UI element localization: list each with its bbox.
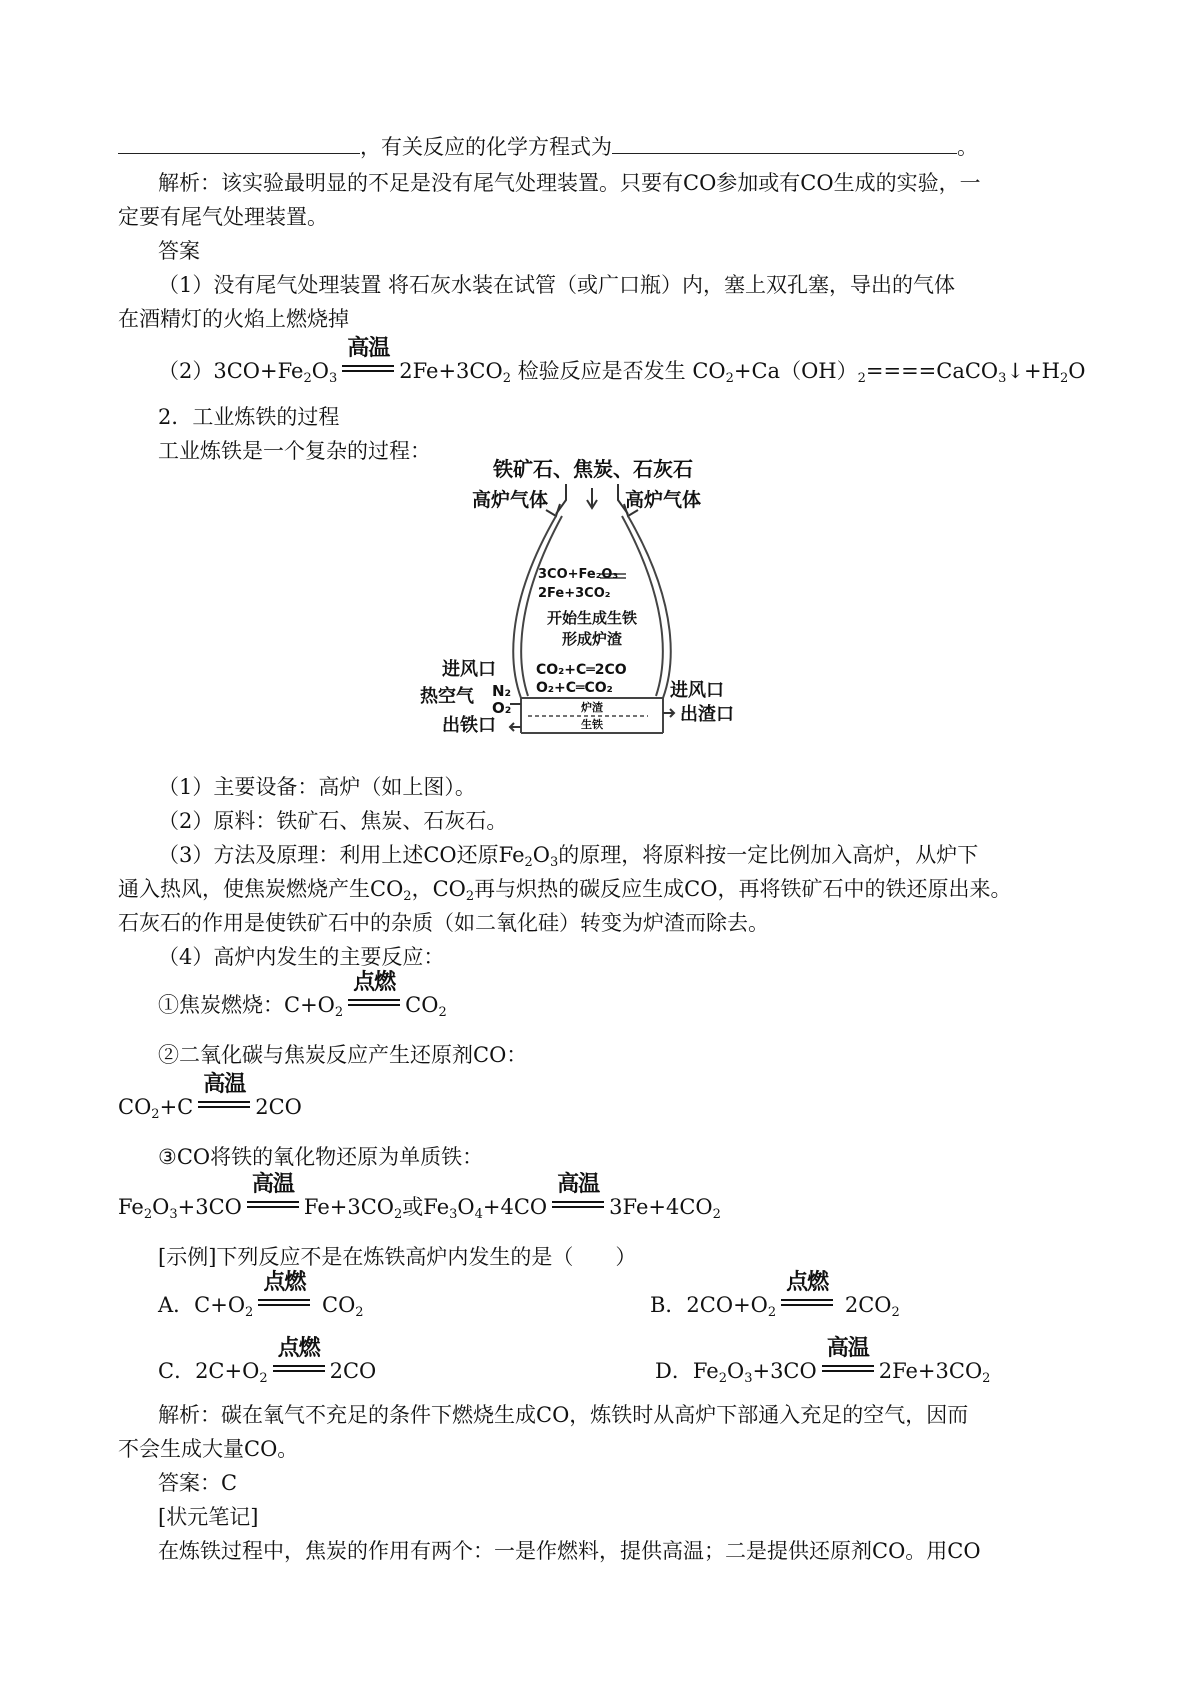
sub: 2 (465, 889, 475, 904)
ans2-o: O (1068, 359, 1086, 383)
item-3-line1: （3）方法及原理：利用上述CO还原$Fe_2O_3$的原理，将原料按一定比例加入高炉，从炉下 (158, 843, 979, 870)
sub: 2 (143, 1207, 153, 1222)
option-b-pre: B．2CO+O (650, 1293, 768, 1317)
sub: 2 (767, 1305, 777, 1320)
r1-post: CO (405, 993, 439, 1017)
r2-post: 2CO (255, 1095, 302, 1119)
option-a-pre: A．C+O (158, 1293, 246, 1317)
example-question: [示例]下列反应不是在炼铁高炉内发生的是（ ） (158, 1245, 637, 1269)
blast-furnace-diagram (420, 457, 748, 758)
option-c-post: 2CO (329, 1359, 377, 1383)
section2-intro: 工业炼铁是一个复杂的过程： (158, 439, 431, 463)
ans2-eq: ====CaCO (865, 359, 999, 383)
rxn3: O₂+C═CO₂ (536, 680, 613, 696)
sub: 2 (151, 1107, 160, 1122)
inlet-right: 进风口 (670, 680, 724, 701)
sub: 3 (550, 855, 559, 870)
sub: 4 (474, 1207, 483, 1222)
sub: 3 (998, 371, 1007, 386)
sub: 2 (982, 1371, 991, 1386)
sub: 3 (449, 1207, 458, 1222)
sub: 2 (303, 371, 312, 386)
option-b[interactable] (650, 1270, 900, 1320)
condition-text: 点燃 (263, 1270, 306, 1295)
ans2-middle: 2Fe+3CO (399, 359, 503, 383)
furnace-top-label: 铁矿石、焦炭、石灰石 (493, 457, 693, 481)
option-b-post: 2CO (838, 1293, 892, 1317)
option-d-mid: +3CO (752, 1359, 817, 1383)
item-3b: 的原理，将原料按一定比例加入高炉，从炉下 (558, 843, 979, 867)
condition-text: 高温 (557, 1172, 600, 1197)
item-3-line3: 石灰石的作用是使铁矿石中的杂质（如二氧化硅）转变为炉渣而除去。 (118, 911, 769, 935)
r1-pre: ①焦炭燃烧：C+O (158, 993, 335, 1017)
r2-pre: CO (118, 1095, 152, 1119)
hot-air: 热空气 (420, 686, 474, 707)
pig-iron-label: 生铁 (581, 718, 603, 731)
sub: 2 (857, 371, 866, 386)
condition-text: 高温 (203, 1072, 246, 1097)
sub: 2 (725, 371, 734, 386)
analysis2-line1: 解析：碳在氧气不充足的条件下燃烧生成CO，炼铁时从高炉下部通入充足的空气，因而 (158, 1403, 969, 1427)
rxn1a: 3CO+Fe₂O₃ (538, 567, 619, 582)
reaction-2 (118, 1072, 302, 1122)
item-3a: （3）方法及原理：利用上述CO还原Fe (158, 843, 525, 867)
analysis1-line2: 定要有尾气处理装置。 (118, 205, 328, 229)
notes-line1: 在炼铁过程中，焦炭的作用有两个：一是作燃料，提供高温；二是提供还原剂CO。用CO (158, 1539, 981, 1563)
answer-label: 答案 (158, 239, 200, 263)
sub: 3 (169, 1207, 178, 1222)
analysis2-line2: 不会生成大量CO。 (118, 1437, 299, 1461)
inlet-left: 进风口 (442, 659, 496, 680)
item-3e: 再与炽热的碳反应生成CO，再将铁矿石中的铁还原出来。 (474, 877, 1012, 901)
option-a[interactable] (158, 1270, 364, 1320)
slag-label: 炉渣 (581, 701, 603, 714)
condition-high-temp (339, 336, 397, 386)
r2-c: +C (159, 1095, 194, 1119)
r3-c: Fe+3CO (303, 1195, 394, 1219)
iron-out: 出铁口 (442, 715, 496, 736)
option-d-pre: D．Fe (655, 1359, 719, 1383)
item-2: （2）原料：铁矿石、焦炭、石灰石。 (158, 809, 508, 833)
sub: 2 (403, 889, 412, 904)
sub: 2 (524, 855, 533, 870)
condition-high-temp (195, 1072, 253, 1122)
condition-text: 高温 (347, 336, 390, 361)
notes-title: [状元笔记] (158, 1505, 259, 1529)
furnace-gas-right: 高炉气体 (624, 489, 702, 511)
item-4: （4）高炉内发生的主要反应： (158, 945, 445, 969)
intro-line (118, 132, 978, 162)
r3-d: +4CO (482, 1195, 548, 1219)
ans1-line1: （1）没有尾气处理装置 将石灰水装在试管（或广口瓶）内，塞上双孔塞，导出的气体 (158, 273, 956, 297)
sub: 3 (328, 371, 338, 386)
option-c-pre: C．2C+O (158, 1359, 260, 1383)
ans2-prefix: （2）3CO+Fe (158, 359, 304, 383)
ans1-line2: 在酒精灯的火焰上燃烧掉 (118, 307, 349, 331)
condition-text: 点燃 (277, 1336, 320, 1361)
sub: 2 (355, 1305, 364, 1320)
ans2-text: 检验反应是否发生 CO (510, 359, 726, 383)
condition-text: 点燃 (786, 1270, 829, 1295)
option-a-post: CO (315, 1293, 356, 1317)
rxn2: CO₂+C═2CO (536, 662, 627, 678)
sub: 2 (259, 1371, 268, 1386)
condition-ignite (345, 970, 403, 1020)
condition-text: 高温 (251, 1172, 294, 1197)
item-3-line2 (118, 874, 1011, 904)
condition-text: 高温 (826, 1336, 869, 1361)
item-1: （1）主要设备：高炉（如上图）。 (158, 775, 476, 799)
condition-high-temp (549, 1172, 607, 1222)
sub: 2 (334, 1005, 344, 1020)
sub: 2 (891, 1305, 900, 1320)
r3-b: +3CO (177, 1195, 242, 1219)
reaction-2-title: ②二氧化碳与焦炭反应产生还原剂CO： (158, 1043, 528, 1067)
blank-2[interactable] (612, 133, 957, 154)
reaction-3: $Fe_2O_3+3CO$ 高温 $Fe+3CO_2$或$Fe_3O_4+4CO$ 高温 $3Fe+4CO_2$ (118, 1172, 721, 1222)
option-d[interactable]: D．$Fe_2O_3+3CO$ 高温 $2Fe+3CO_2$ (655, 1336, 991, 1386)
rxn1b: 2Fe+3CO₂ (538, 586, 611, 601)
sub: 2 (1059, 371, 1069, 386)
n2-label: N₂ (492, 682, 512, 700)
intro-mid: ，有关反应的化学方程式为 (360, 135, 612, 159)
intro-end: 。 (957, 135, 978, 159)
stage2: 形成炉渣 (561, 630, 623, 648)
reaction-3-title: ③CO将铁的氧化物还原为单质铁： (158, 1145, 484, 1169)
option-c[interactable] (158, 1336, 377, 1386)
r3-or: 或Fe (402, 1195, 450, 1219)
item-3d: ，CO (411, 877, 466, 901)
section2-heading: 2．工业炼铁的过程 (158, 405, 340, 429)
slag-out: 出渣口 (680, 704, 734, 725)
analysis2-answer: 答案：C (158, 1471, 238, 1495)
sub: 2 (393, 1207, 403, 1222)
sub: 3 (744, 1371, 753, 1386)
sub: 2 (712, 1207, 721, 1222)
sub: 2 (502, 371, 511, 386)
condition-high-temp (244, 1172, 302, 1222)
condition-ignite (778, 1270, 836, 1320)
item-3c: 通入热风，使焦炭燃烧产生CO (118, 877, 404, 901)
sub: 2 (438, 1005, 447, 1020)
o2-label: O₂ (492, 699, 512, 717)
stage1: 开始生成生铁 (546, 609, 638, 627)
option-d-post: 2Fe+3CO (878, 1359, 983, 1383)
condition-high-temp (819, 1336, 877, 1386)
furnace-gas-left: 高炉气体 (471, 489, 549, 511)
ans2-line: $(2)3CO+Fe_2O_3$ 高温 $2Fe+3CO_2$ 检验反应是否发生 $CO_2+Ca(OH)_2====CaCO_3↓+H_2O$ (158, 336, 1086, 386)
ans2-tail: ↓+H (1006, 359, 1060, 383)
blank-1[interactable] (118, 133, 360, 154)
reaction-1 (158, 970, 447, 1020)
sub: 2 (718, 1371, 727, 1386)
ans2-ca: +Ca（OH） (733, 359, 858, 383)
r3-e: 3Fe+4CO (609, 1195, 713, 1219)
analysis1-line1: 解析：该实验最明显的不足是没有尾气处理装置。只要有CO参加或有CO生成的实验，一 (158, 171, 981, 195)
condition-ignite (255, 1270, 313, 1320)
r3-a: Fe (118, 1195, 144, 1219)
condition-ignite (270, 1336, 328, 1386)
condition-text: 点燃 (353, 970, 396, 995)
sub: 2 (245, 1305, 254, 1320)
